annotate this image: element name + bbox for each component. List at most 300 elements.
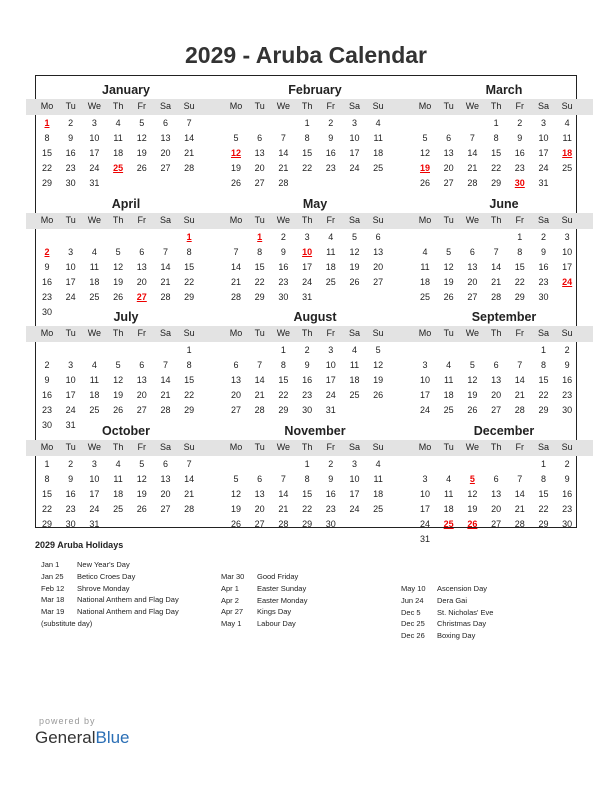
day-cell[interactable]: 22: [302, 163, 313, 173]
day-cell[interactable]: 24: [302, 276, 313, 287]
day-cell[interactable]: 11: [373, 473, 383, 484]
day-cell[interactable]: 24: [65, 291, 76, 302]
day-cell[interactable]: 28: [514, 518, 525, 529]
day-cell[interactable]: 1: [280, 345, 286, 355]
day-cell[interactable]: 23: [41, 405, 52, 415]
day-cell[interactable]: 16: [65, 488, 76, 499]
day-cell[interactable]: 16: [562, 375, 573, 385]
day-cell[interactable]: 27: [373, 276, 384, 287]
day-cell[interactable]: 20: [160, 148, 171, 158]
day-cell[interactable]: 13: [491, 375, 502, 385]
day-cell[interactable]: 18: [89, 276, 100, 287]
day-cell[interactable]: 20: [467, 276, 478, 287]
day-cell[interactable]: 20: [254, 503, 265, 514]
day-cell[interactable]: 1: [540, 458, 546, 469]
day-cell[interactable]: 18: [443, 390, 454, 400]
day-cell[interactable]: 27: [230, 405, 241, 415]
day-cell[interactable]: 23: [65, 163, 76, 173]
day-cell[interactable]: 14: [278, 148, 289, 158]
day-cell[interactable]: 7: [517, 473, 523, 484]
day-cell[interactable]: 5: [422, 133, 428, 143]
day-cell[interactable]: 8: [186, 360, 192, 370]
day-cell[interactable]: 28: [160, 405, 171, 415]
day-cell[interactable]: 12: [443, 261, 454, 272]
day-cell[interactable]: 7: [280, 133, 286, 143]
day-cell[interactable]: 14: [278, 488, 289, 499]
holiday-day[interactable]: 25: [113, 163, 124, 173]
day-cell[interactable]: 20: [373, 261, 384, 272]
day-cell[interactable]: 30: [562, 405, 573, 415]
day-cell[interactable]: 24: [349, 163, 360, 173]
day-cell[interactable]: 9: [304, 360, 310, 370]
day-cell[interactable]: 15: [184, 261, 195, 272]
day-cell[interactable]: 23: [325, 163, 336, 173]
day-cell[interactable]: 11: [373, 133, 383, 143]
day-cell[interactable]: 7: [233, 246, 239, 257]
day-cell[interactable]: 16: [41, 390, 52, 400]
day-cell[interactable]: 11: [420, 261, 430, 272]
day-cell[interactable]: 28: [230, 291, 241, 302]
day-cell[interactable]: 5: [139, 458, 145, 469]
day-cell[interactable]: 10: [349, 473, 360, 484]
day-cell[interactable]: 20: [230, 390, 241, 400]
day-cell[interactable]: 1: [304, 458, 310, 469]
day-cell[interactable]: 31: [302, 291, 313, 302]
holiday-day[interactable]: 2: [44, 246, 50, 257]
day-cell[interactable]: 23: [514, 163, 525, 173]
day-cell[interactable]: 3: [351, 458, 357, 469]
day-cell[interactable]: 29: [184, 405, 195, 415]
day-cell[interactable]: 5: [375, 345, 381, 355]
day-cell[interactable]: 8: [304, 473, 310, 484]
day-cell[interactable]: 8: [186, 246, 192, 257]
day-cell[interactable]: 15: [278, 375, 289, 385]
day-cell[interactable]: 9: [564, 360, 570, 370]
day-cell[interactable]: 24: [89, 163, 100, 173]
day-cell[interactable]: 2: [328, 458, 334, 469]
day-cell[interactable]: 26: [419, 178, 430, 188]
day-cell[interactable]: 30: [41, 306, 52, 317]
day-cell[interactable]: 17: [419, 390, 430, 400]
day-cell[interactable]: 8: [44, 133, 50, 143]
day-cell[interactable]: 15: [514, 261, 525, 272]
day-cell[interactable]: 12: [349, 246, 360, 257]
day-cell[interactable]: 11: [89, 261, 100, 272]
day-cell[interactable]: 23: [41, 291, 52, 302]
day-cell[interactable]: 27: [467, 291, 478, 302]
day-cell[interactable]: 22: [491, 163, 502, 173]
day-cell[interactable]: 1: [304, 118, 310, 128]
day-cell[interactable]: 21: [230, 276, 241, 287]
day-cell[interactable]: 18: [325, 261, 336, 272]
day-cell[interactable]: 3: [328, 345, 334, 355]
day-cell[interactable]: 26: [349, 276, 360, 287]
day-cell[interactable]: 21: [514, 503, 525, 514]
day-cell[interactable]: 7: [257, 360, 263, 370]
day-cell[interactable]: 10: [89, 133, 100, 143]
holiday-day[interactable]: 1: [186, 231, 192, 242]
day-cell[interactable]: 6: [469, 246, 475, 257]
day-cell[interactable]: 16: [514, 148, 525, 158]
day-cell[interactable]: 9: [328, 133, 334, 143]
day-cell[interactable]: 4: [91, 246, 97, 257]
day-cell[interactable]: 22: [514, 276, 525, 287]
day-cell[interactable]: 1: [540, 345, 546, 355]
day-cell[interactable]: 12: [113, 261, 124, 272]
day-cell[interactable]: 11: [562, 133, 572, 143]
day-cell[interactable]: 17: [65, 390, 76, 400]
day-cell[interactable]: 22: [254, 276, 265, 287]
day-cell[interactable]: 13: [136, 261, 147, 272]
day-cell[interactable]: 3: [91, 458, 97, 469]
day-cell[interactable]: 15: [254, 261, 265, 272]
day-cell[interactable]: 2: [44, 360, 50, 370]
day-cell[interactable]: 11: [349, 360, 360, 370]
day-cell[interactable]: 7: [162, 246, 168, 257]
day-cell[interactable]: 3: [540, 118, 546, 128]
day-cell[interactable]: 26: [230, 178, 241, 188]
holiday-day[interactable]: 12: [230, 148, 241, 158]
day-cell[interactable]: 30: [65, 518, 76, 529]
day-cell[interactable]: 22: [41, 503, 52, 514]
day-cell[interactable]: 29: [254, 291, 265, 302]
day-cell[interactable]: 5: [115, 246, 121, 257]
day-cell[interactable]: 17: [89, 148, 100, 158]
day-cell[interactable]: 16: [41, 276, 52, 287]
holiday-day[interactable]: 24: [562, 276, 573, 287]
day-cell[interactable]: 20: [136, 276, 147, 287]
day-cell[interactable]: 17: [419, 503, 430, 514]
day-cell[interactable]: 9: [44, 375, 50, 385]
day-cell[interactable]: 1: [517, 231, 523, 242]
day-cell[interactable]: 25: [562, 163, 573, 173]
day-cell[interactable]: 9: [280, 246, 286, 257]
day-cell[interactable]: 26: [230, 518, 241, 529]
day-cell[interactable]: 10: [325, 360, 336, 370]
day-cell[interactable]: 8: [517, 246, 523, 257]
day-cell[interactable]: 14: [254, 375, 265, 385]
day-cell[interactable]: 5: [233, 473, 239, 484]
day-cell[interactable]: 4: [564, 118, 570, 128]
day-cell[interactable]: 28: [160, 291, 171, 302]
day-cell[interactable]: 8: [304, 133, 310, 143]
day-cell[interactable]: 3: [68, 246, 74, 257]
day-cell[interactable]: 6: [257, 133, 263, 143]
day-cell[interactable]: 4: [422, 246, 428, 257]
day-cell[interactable]: 14: [491, 261, 502, 272]
day-cell[interactable]: 21: [160, 390, 171, 400]
day-cell[interactable]: 11: [326, 246, 336, 257]
day-cell[interactable]: 3: [91, 118, 97, 128]
day-cell[interactable]: 30: [278, 291, 289, 302]
day-cell[interactable]: 30: [41, 420, 52, 430]
day-cell[interactable]: 2: [280, 231, 286, 242]
day-cell[interactable]: 4: [115, 458, 121, 469]
day-cell[interactable]: 20: [254, 163, 265, 173]
day-cell[interactable]: 10: [538, 133, 549, 143]
day-cell[interactable]: 19: [113, 390, 124, 400]
day-cell[interactable]: 21: [278, 503, 289, 514]
day-cell[interactable]: 15: [538, 375, 549, 385]
day-cell[interactable]: 18: [419, 276, 430, 287]
day-cell[interactable]: 14: [514, 488, 525, 499]
day-cell[interactable]: 21: [160, 276, 171, 287]
day-cell[interactable]: 31: [89, 518, 100, 529]
day-cell[interactable]: 16: [562, 488, 573, 499]
day-cell[interactable]: 9: [564, 473, 570, 484]
day-cell[interactable]: 26: [443, 291, 454, 302]
day-cell[interactable]: 11: [113, 133, 123, 143]
day-cell[interactable]: 3: [304, 231, 310, 242]
day-cell[interactable]: 24: [325, 390, 336, 400]
day-cell[interactable]: 12: [230, 488, 241, 499]
day-cell[interactable]: 30: [302, 405, 313, 415]
day-cell[interactable]: 15: [491, 148, 502, 158]
day-cell[interactable]: 3: [68, 360, 74, 370]
day-cell[interactable]: 24: [349, 503, 360, 514]
day-cell[interactable]: 25: [349, 390, 360, 400]
day-cell[interactable]: 23: [325, 503, 336, 514]
day-cell[interactable]: 10: [419, 488, 430, 499]
day-cell[interactable]: 7: [517, 360, 523, 370]
day-cell[interactable]: 15: [41, 488, 52, 499]
day-cell[interactable]: 14: [467, 148, 478, 158]
day-cell[interactable]: 8: [540, 473, 546, 484]
day-cell[interactable]: 15: [302, 148, 313, 158]
day-cell[interactable]: 30: [538, 291, 549, 302]
day-cell[interactable]: 16: [538, 261, 549, 272]
day-cell[interactable]: 3: [564, 231, 570, 242]
day-cell[interactable]: 10: [349, 133, 360, 143]
day-cell[interactable]: 13: [467, 261, 478, 272]
day-cell[interactable]: 13: [136, 375, 147, 385]
day-cell[interactable]: 6: [139, 246, 145, 257]
day-cell[interactable]: 28: [491, 291, 502, 302]
day-cell[interactable]: 12: [113, 375, 124, 385]
day-cell[interactable]: 22: [184, 390, 195, 400]
day-cell[interactable]: 14: [160, 375, 171, 385]
day-cell[interactable]: 12: [136, 133, 147, 143]
holiday-day[interactable]: 10: [302, 246, 313, 257]
day-cell[interactable]: 10: [65, 261, 76, 272]
day-cell[interactable]: 11: [444, 375, 454, 385]
day-cell[interactable]: 21: [467, 163, 478, 173]
day-cell[interactable]: 19: [349, 261, 360, 272]
day-cell[interactable]: 23: [278, 276, 289, 287]
day-cell[interactable]: 10: [89, 473, 100, 484]
day-cell[interactable]: 4: [375, 118, 381, 128]
day-cell[interactable]: 29: [278, 405, 289, 415]
day-cell[interactable]: 30: [325, 518, 336, 529]
day-cell[interactable]: 6: [162, 118, 168, 128]
day-cell[interactable]: 30: [65, 178, 76, 188]
day-cell[interactable]: 2: [68, 458, 74, 469]
day-cell[interactable]: 5: [446, 246, 452, 257]
day-cell[interactable]: 21: [491, 276, 502, 287]
day-cell[interactable]: 20: [443, 163, 454, 173]
day-cell[interactable]: 19: [136, 488, 147, 499]
day-cell[interactable]: 5: [139, 118, 145, 128]
day-cell[interactable]: 29: [491, 178, 502, 188]
day-cell[interactable]: 8: [540, 360, 546, 370]
day-cell[interactable]: 9: [328, 473, 334, 484]
day-cell[interactable]: 20: [491, 390, 502, 400]
day-cell[interactable]: 2: [564, 345, 570, 355]
day-cell[interactable]: 16: [302, 375, 313, 385]
day-cell[interactable]: 2: [68, 118, 74, 128]
day-cell[interactable]: 12: [467, 375, 478, 385]
day-cell[interactable]: 28: [467, 178, 478, 188]
day-cell[interactable]: 22: [302, 503, 313, 514]
day-cell[interactable]: 6: [375, 231, 381, 242]
day-cell[interactable]: 7: [280, 473, 286, 484]
day-cell[interactable]: 18: [113, 488, 124, 499]
holiday-day[interactable]: 19: [419, 163, 430, 173]
day-cell[interactable]: 13: [491, 488, 502, 499]
day-cell[interactable]: 8: [493, 133, 499, 143]
day-cell[interactable]: 20: [136, 390, 147, 400]
day-cell[interactable]: 21: [514, 390, 525, 400]
day-cell[interactable]: 29: [41, 518, 52, 529]
day-cell[interactable]: 27: [254, 178, 265, 188]
day-cell[interactable]: 17: [325, 375, 336, 385]
day-cell[interactable]: 6: [493, 473, 499, 484]
day-cell[interactable]: 3: [422, 473, 428, 484]
day-cell[interactable]: 19: [230, 163, 241, 173]
day-cell[interactable]: 8: [280, 360, 286, 370]
day-cell[interactable]: 25: [113, 503, 124, 514]
day-cell[interactable]: 13: [160, 473, 171, 484]
day-cell[interactable]: 29: [302, 518, 313, 529]
day-cell[interactable]: 23: [65, 503, 76, 514]
day-cell[interactable]: 25: [89, 405, 100, 415]
day-cell[interactable]: 10: [419, 375, 430, 385]
day-cell[interactable]: 16: [325, 148, 336, 158]
day-cell[interactable]: 18: [89, 390, 100, 400]
day-cell[interactable]: 6: [493, 360, 499, 370]
day-cell[interactable]: 2: [328, 118, 334, 128]
day-cell[interactable]: 26: [113, 405, 124, 415]
day-cell[interactable]: 14: [184, 133, 195, 143]
day-cell[interactable]: 26: [373, 390, 384, 400]
day-cell[interactable]: 28: [278, 178, 289, 188]
day-cell[interactable]: 12: [419, 148, 430, 158]
day-cell[interactable]: 17: [538, 148, 549, 158]
day-cell[interactable]: 23: [302, 390, 313, 400]
day-cell[interactable]: 19: [136, 148, 147, 158]
day-cell[interactable]: 12: [467, 488, 478, 499]
day-cell[interactable]: 22: [278, 390, 289, 400]
day-cell[interactable]: 18: [349, 375, 360, 385]
holiday-day[interactable]: 30: [514, 178, 525, 188]
day-cell[interactable]: 14: [514, 375, 525, 385]
day-cell[interactable]: 3: [422, 360, 428, 370]
day-cell[interactable]: 26: [136, 503, 147, 514]
day-cell[interactable]: 17: [349, 488, 360, 499]
day-cell[interactable]: 7: [469, 133, 475, 143]
day-cell[interactable]: 23: [562, 390, 573, 400]
holiday-day[interactable]: 25: [443, 518, 454, 529]
day-cell[interactable]: 20: [491, 503, 502, 514]
day-cell[interactable]: 27: [254, 518, 265, 529]
day-cell[interactable]: 17: [562, 261, 573, 272]
day-cell[interactable]: 6: [162, 458, 168, 469]
day-cell[interactable]: 12: [373, 360, 384, 370]
day-cell[interactable]: 7: [493, 246, 499, 257]
day-cell[interactable]: 24: [89, 503, 100, 514]
day-cell[interactable]: 13: [230, 375, 241, 385]
day-cell[interactable]: 24: [65, 405, 76, 415]
day-cell[interactable]: 28: [278, 518, 289, 529]
day-cell[interactable]: 19: [467, 503, 478, 514]
day-cell[interactable]: 7: [186, 118, 192, 128]
day-cell[interactable]: 19: [230, 503, 241, 514]
day-cell[interactable]: 23: [538, 276, 549, 287]
day-cell[interactable]: 27: [160, 503, 171, 514]
day-cell[interactable]: 10: [562, 246, 573, 257]
day-cell[interactable]: 2: [304, 345, 310, 355]
day-cell[interactable]: 8: [257, 246, 263, 257]
day-cell[interactable]: 16: [325, 488, 336, 499]
day-cell[interactable]: 6: [446, 133, 452, 143]
day-cell[interactable]: 8: [44, 473, 50, 484]
day-cell[interactable]: 6: [233, 360, 239, 370]
day-cell[interactable]: 12: [136, 473, 147, 484]
day-cell[interactable]: 7: [186, 458, 192, 469]
day-cell[interactable]: 17: [89, 488, 100, 499]
day-cell[interactable]: 14: [230, 261, 241, 272]
day-cell[interactable]: 5: [233, 133, 239, 143]
day-cell[interactable]: 4: [115, 118, 121, 128]
holiday-day[interactable]: 1: [44, 118, 50, 128]
day-cell[interactable]: 20: [160, 488, 171, 499]
day-cell[interactable]: 6: [257, 473, 263, 484]
day-cell[interactable]: 3: [351, 118, 357, 128]
day-cell[interactable]: 13: [254, 148, 265, 158]
brand-logo[interactable]: [35, 728, 130, 748]
day-cell[interactable]: 31: [325, 405, 336, 415]
day-cell[interactable]: 17: [302, 261, 313, 272]
day-cell[interactable]: 14: [160, 261, 171, 272]
day-cell[interactable]: 13: [373, 246, 384, 257]
day-cell[interactable]: 4: [446, 360, 452, 370]
day-cell[interactable]: 28: [254, 405, 265, 415]
day-cell[interactable]: 29: [41, 178, 52, 188]
holiday-day[interactable]: 18: [562, 148, 573, 158]
day-cell[interactable]: 29: [184, 291, 195, 302]
day-cell[interactable]: 1: [186, 345, 192, 355]
day-cell[interactable]: 4: [328, 231, 334, 242]
day-cell[interactable]: 18: [373, 488, 384, 499]
day-cell[interactable]: 24: [419, 518, 430, 529]
day-cell[interactable]: 27: [160, 163, 171, 173]
holiday-day[interactable]: 5: [469, 473, 475, 484]
day-cell[interactable]: 19: [467, 390, 478, 400]
day-cell[interactable]: 4: [446, 473, 452, 484]
day-cell[interactable]: 18: [373, 148, 384, 158]
day-cell[interactable]: 25: [89, 291, 100, 302]
day-cell[interactable]: 25: [373, 163, 384, 173]
day-cell[interactable]: 9: [540, 246, 546, 257]
day-cell[interactable]: 11: [89, 375, 100, 385]
day-cell[interactable]: 25: [443, 405, 454, 415]
day-cell[interactable]: 31: [538, 178, 549, 188]
day-cell[interactable]: 1: [44, 458, 50, 469]
day-cell[interactable]: 25: [373, 503, 384, 514]
day-cell[interactable]: 29: [538, 518, 549, 529]
day-cell[interactable]: 17: [65, 276, 76, 287]
day-cell[interactable]: 17: [349, 148, 360, 158]
